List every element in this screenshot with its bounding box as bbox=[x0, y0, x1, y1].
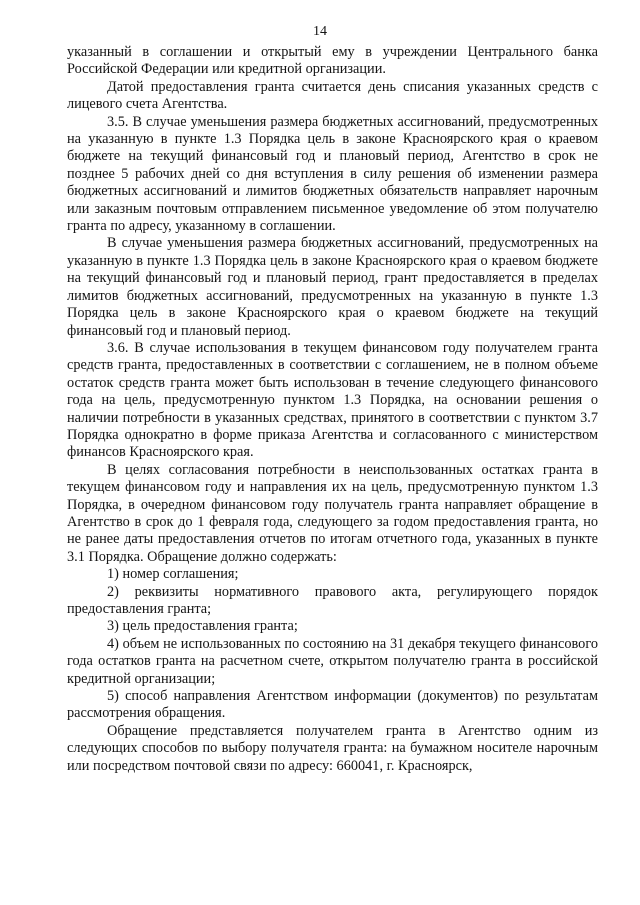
list-item: 5) способ направления Агентством информации (документов) по результатам рассмотрения обращения. bbox=[67, 688, 598, 722]
list-item: 1) номер соглашения; bbox=[107, 566, 239, 583]
paragraph: 3.6. В случае использования в текущем финансовом году получателем гранта средств гранта, предоставленных в соответствии с соглашением, не в полном объеме остаток средств гранта может быть использован в течение следующего финансового года на цель, предусмотренную пунктом 1.3 Порядка, на основании решения о наличии потребности в указанных средствах, принятого в соответствии с пунктом 3.7 Порядка однократно в форме приказа Агентства и согласованного с министерством финансов Красноярского края. bbox=[67, 339, 598, 461]
paragraph: 3.5. В случае уменьшения размера бюджетных ассигнований, предусмотренных на указанную в пункте 1.3 Порядка цель в законе Красноярского края о краевом бюджете на текущий финансовый год и плановый период, Агентство в срок не позднее 5 рабочих дней со дня вступления в силу решения об изменении размера бюджетных ассигнований и лимитов бюджетных обязательств направляет нарочным или заказным почтовым отправлением письменное уведомление об этом получателю гранта по адресу, указанному в соглашении. bbox=[67, 113, 598, 235]
paragraph: В случае уменьшения размера бюджетных ассигнований, предусмотренных на указанную в пункте 1.3 Порядка цель в законе Красноярского края о краевом бюджете на текущий финансовый год и плановый период, грант предоставляется в пределах лимитов бюджетных ассигнований, предусмотренных на указанную в пункте 1.3 Порядка цель в законе Красноярского края о краевом бюджете на текущий финансовый год и плановый период. bbox=[67, 235, 598, 339]
list-item: 3) цель предоставления гранта; bbox=[107, 618, 298, 635]
page-number: 14 bbox=[313, 24, 327, 39]
document-body bbox=[67, 44, 598, 775]
paragraph: Датой предоставления гранта считается день списания указанных средств с лицевого счета Агентства. bbox=[67, 78, 598, 113]
paragraph: указанный в соглашении и открытый ему в учреждении Центрального банка Российской Федерации или кредитной организации. bbox=[67, 44, 598, 78]
paragraph: В целях согласования потребности в неиспользованных остатках гранта в текущем финансовом году и направления их на цель, предусмотренную пунктом 1.3 Порядка, в очередном финансовом году получатель гранта направляет обращение в Агентство в срок до 1 февраля года, следующего за годом предоставления гранта, но не ранее даты предоставления отчетов по итогам отчетного года, указанных в пункте 3.1 Порядка. Обращение должно содержать: bbox=[67, 461, 598, 565]
paragraph: Обращение представляется получателем гранта в Агентство одним из следующих способов по выбору получателя гранта: на бумажном носителе нарочным или посредством почтовой связи по адресу: 660041, г. Красноярск, bbox=[67, 722, 598, 774]
list-item: 2) реквизиты нормативного правового акта, регулирующего порядок предоставления гранта; bbox=[67, 583, 598, 617]
list-item: 4) объем не использованных по состоянию на 31 декабря текущего финансового года остатков гранта на расчетном счете, открытом получателю гранта в российской кредитной организации; bbox=[67, 635, 598, 687]
